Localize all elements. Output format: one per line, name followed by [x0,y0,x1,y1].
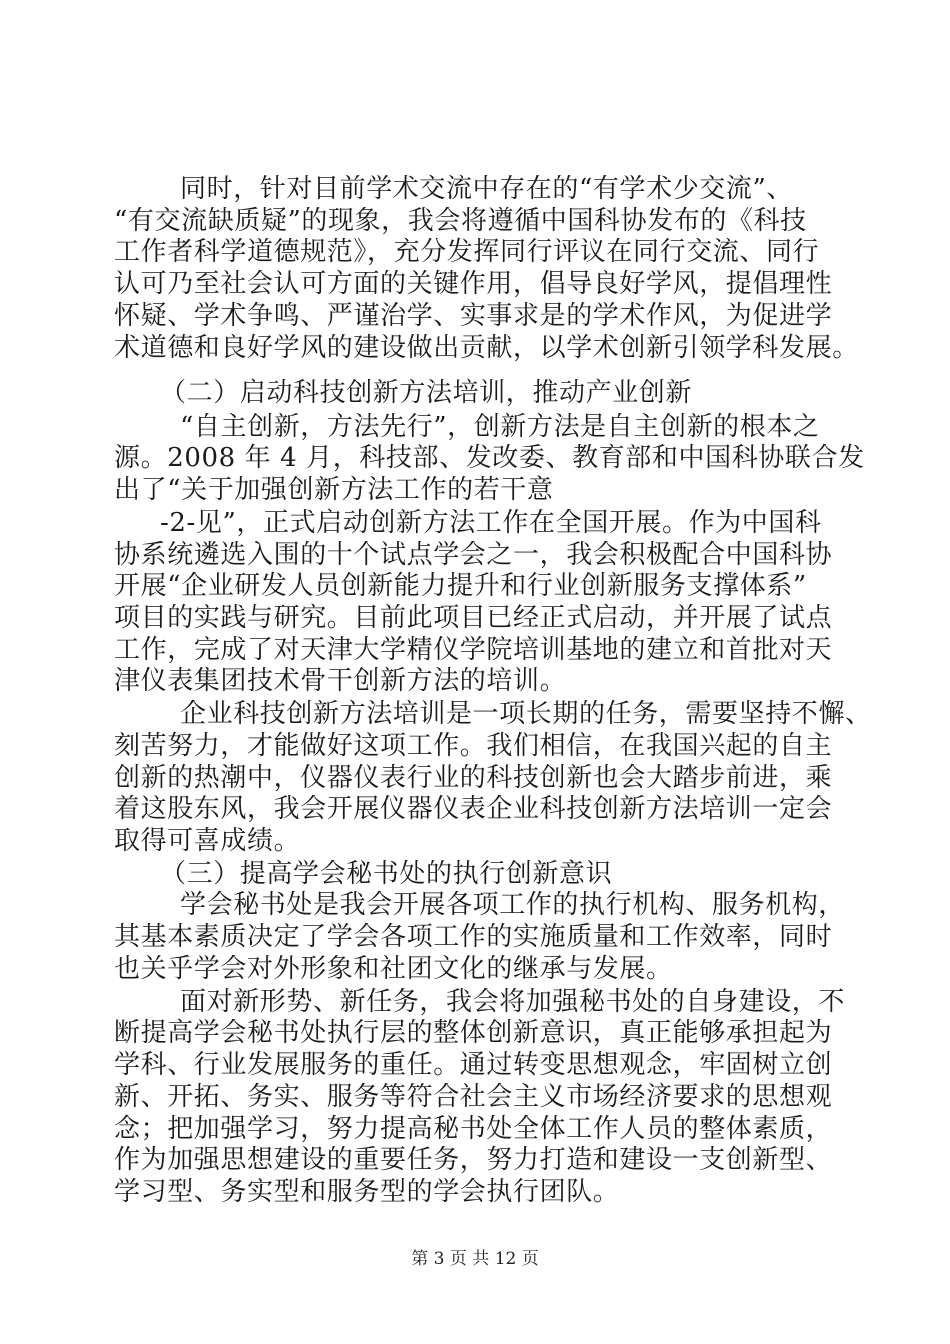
text-line: 断提高学会秘书处执行层的整体创新意识，真正能够承担起为 [114,1018,833,1048]
text-line: 学会秘书处是我会开展各项工作的执行机构、服务机构， [180,890,846,920]
text-line: 企业科技创新方法培训是一项长期的任务，需要坚持不懈、 [180,699,872,729]
text-line: （三）提高学会秘书处的执行创新意识 [160,859,613,889]
text-line: 刻苦努力，才能做好这项工作。我们相信，在我国兴起的自主 [114,731,833,761]
text-line: 同时，针对目前学术交流中存在的“有学术少交流”、 [180,174,793,204]
text-line: 新、开拓、务实、服务等符合社会主义市场经济要求的思想观 [114,1082,833,1112]
text-line: 工作，完成了对天津大学精仪学院培训基地的建立和首批对天 [114,635,833,665]
text-line: “有交流缺质疑”的现象，我会将遵循中国科协发布的《科技 [114,206,807,236]
text-line: 术道德和良好学风的建设做出贡献，以学术创新引领学科发展。 [114,333,859,363]
text-line: 学习型、务实型和服务型的学会执行团队。 [114,1177,620,1207]
text-line: 创新的热潮中，仪器仪表行业的科技创新也会大踏步前进，乘 [114,763,833,793]
text-line: 面对新形势、新任务，我会将加强秘书处的自身建设，不 [180,987,846,1017]
text-line: （二）启动科技创新方法培训，推动产业创新 [160,378,693,408]
text-line: 源。2008 年 4 月，科技部、发改委、教育部和中国科协联合发 [114,443,865,473]
text-line: 津仪表集团技术骨干创新方法的培训。 [114,666,567,696]
text-line: 怀疑、学术争鸣、严谨治学、实事求是的学术作风，为促进学 [114,301,833,331]
text-line: 项目的实践与研究。目前此项目已经正式启动，并开展了试点 [114,603,833,633]
page-footer: 第 3 页 共 12 页 [411,1249,539,1269]
text-line: “自主创新，方法先行”，创新方法是自主创新的根本之 [180,412,820,442]
text-line: 工作者科学道德规范》，充分发挥同行评议在同行交流、同行 [114,237,820,267]
text-line: -2-见”，正式启动创新方法工作在全国开展。作为中国科 [160,508,822,538]
text-line: 着这股东风，我会开展仪器仪表企业科技创新方法培训一定会 [114,794,833,824]
text-line: 认可乃至社会认可方面的关键作用，倡导良好学风，提倡理性 [114,269,833,299]
text-line: 也关乎学会对外形象和社团文化的继承与发展。 [114,954,673,984]
text-line: 学科、行业发展服务的重任。通过转变思想观念，牢固树立创 [114,1050,833,1080]
text-line: 取得可喜成绩。 [114,826,301,856]
text-line: 协系统遴选入围的十个试点学会之一，我会积极配合中国科协 [114,540,833,570]
text-line: 开展“企业研发人员创新能力提升和行业创新服务支撑体系” [114,571,807,601]
text-line: 作为加强思想建设的重要任务，努力打造和建设一支创新型、 [114,1145,833,1175]
text-line: 其基本素质决定了学会各项工作的实施质量和工作效率，同时 [114,922,833,952]
text-line: 出了“关于加强创新方法工作的若干意 [114,475,554,505]
text-line: 念；把加强学习，努力提高秘书处全体工作人员的整体素质， [114,1114,833,1144]
